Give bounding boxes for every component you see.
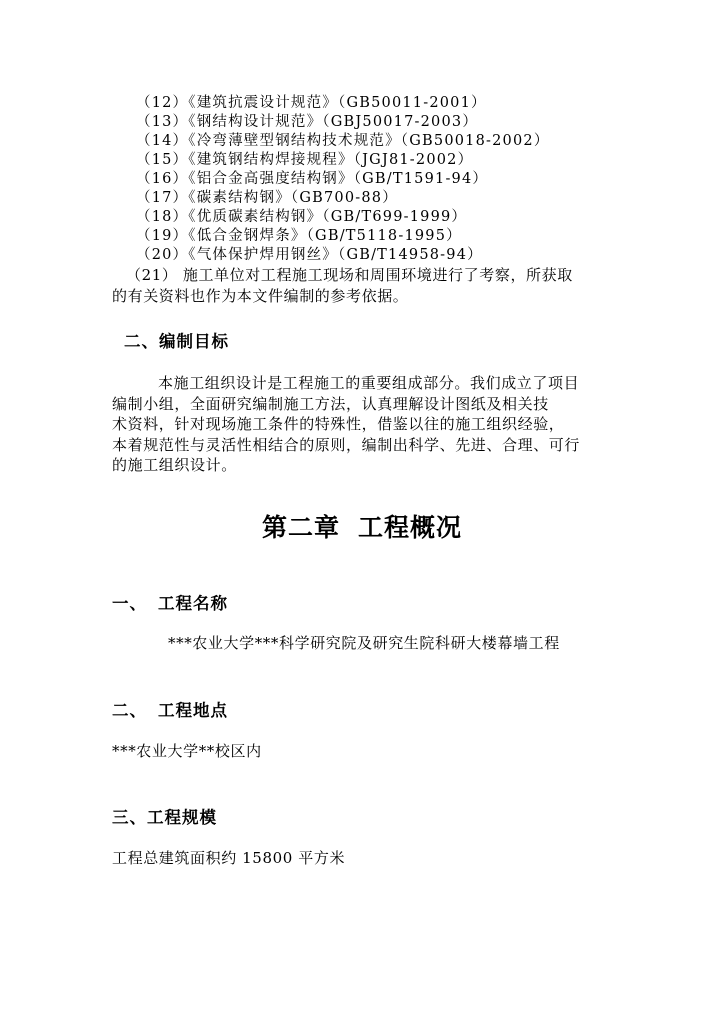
standard-item: （17）《碳素结构钢》（GB700-88）	[136, 190, 398, 206]
chapter-name: 工程概况	[358, 513, 463, 542]
standard-item: （15）《建筑钢结构焊接规程》（JGJ81-2002）	[136, 152, 474, 168]
goal-paragraph	[112, 373, 642, 476]
goal-line: 的施工组织设计。	[112, 456, 237, 474]
standard-item: （12）《建筑抗震设计规范》（GB50011-2001）	[136, 95, 487, 111]
standard-item: （16）《铝合金高强度结构钢》（GB/T1591-94）	[136, 171, 489, 187]
section-title: 工程名称	[158, 594, 228, 613]
chapter-title	[0, 508, 724, 544]
item-21-paragraph	[112, 265, 642, 306]
section-heading-name	[112, 590, 228, 614]
section-number: 一、	[112, 594, 147, 613]
goal-line: 编制小组，全面研究编制施工方法，认真理解设计图纸及相关技	[112, 394, 549, 413]
project-location-text: ***农业大学**校区内	[112, 742, 262, 760]
goal-line: 本施工组织设计是工程施工的重要组成部分。我们成立了项目	[158, 374, 580, 392]
section-heading-scale: 三、工程规模	[112, 808, 217, 827]
standard-item: （19）《低合金钢焊条》（GB/T5118-1995）	[136, 228, 462, 244]
standard-item: （13）《钢结构设计规范》（GBJ50017-2003）	[136, 114, 479, 130]
goal-line: 术资料，针对现场施工条件的特殊性，借鉴以往的施工组织经验，	[112, 415, 565, 433]
chapter-number: 第二章	[261, 513, 340, 542]
section-title: 工程地点	[158, 701, 228, 720]
project-name-text: ***农业大学***科学研究院及研究生院科研大楼幕墙工程	[168, 634, 560, 652]
goal-line: 本着规范性与灵活性相结合的原则，编制出科学、先进、合理、可行	[112, 435, 581, 454]
project-scale-text: 工程总建筑面积约 15800 平方米	[112, 849, 346, 867]
standards-list	[136, 94, 550, 265]
section-heading-location	[112, 697, 228, 721]
item-21-line-1: （21） 施工单位对工程施工现场和周围环境进行了考察，所获取	[126, 266, 573, 284]
goal-heading: 二、编制目标	[124, 332, 229, 351]
item-21-line-2: 的有关资料也作为本文件编制的参考依据。	[112, 286, 409, 305]
standard-item: （20）《气体保护焊用钢丝》（GB/T14958-94）	[136, 247, 483, 263]
standard-item: （14）《冷弯薄壁型钢结构技术规范》（GB50018-2002）	[136, 133, 550, 149]
section-number: 二、	[112, 701, 147, 720]
standard-item: （18）《优质碳素结构钢》（GB/T699-1999）	[136, 209, 468, 225]
